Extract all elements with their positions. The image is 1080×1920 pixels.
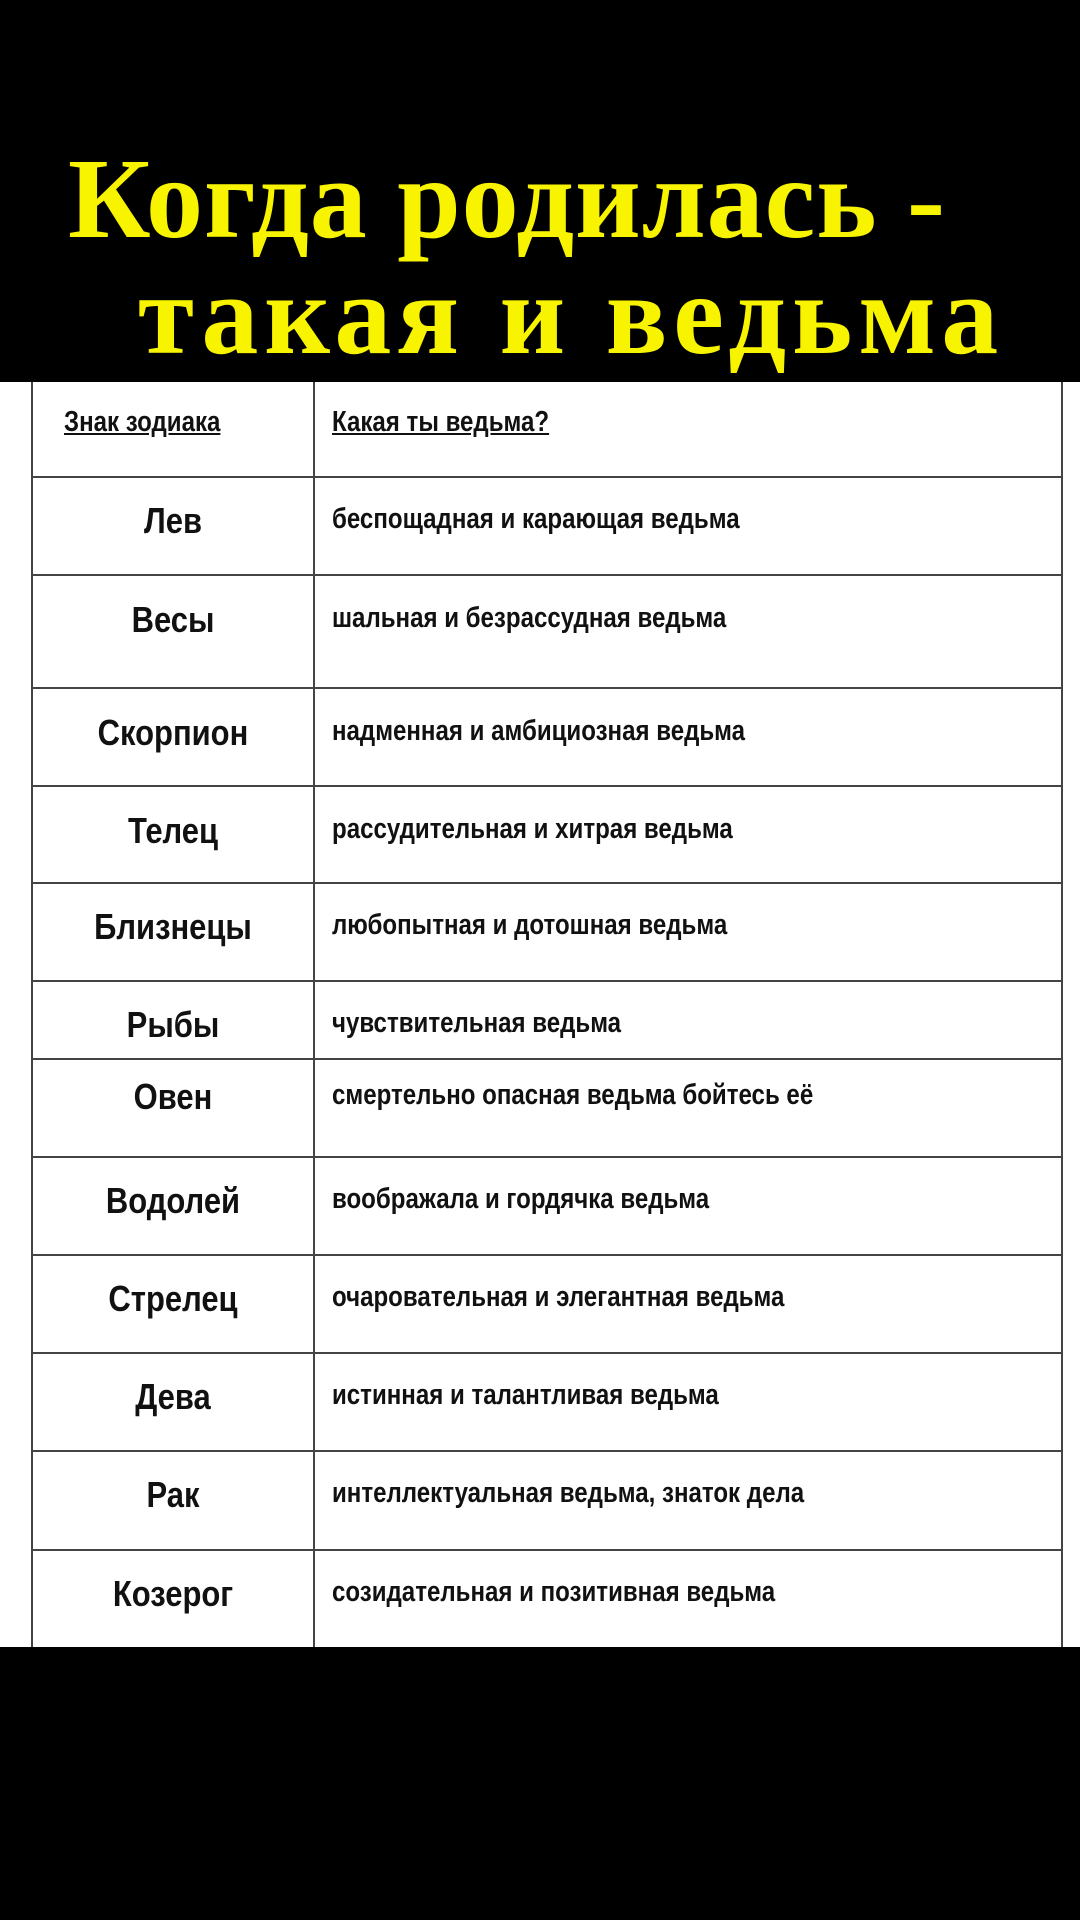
zodiac-sign-cell: Рак [146, 1474, 200, 1515]
witch-description-cell: воображала и гордячка ведьма [332, 1183, 710, 1215]
witch-description-cell: рассудительная и хитрая ведьма [332, 813, 733, 845]
zodiac-sign-cell: Лев [144, 500, 202, 541]
zodiac-sign-cell: Рыбы [126, 1004, 220, 1045]
table-row-divider [31, 882, 1063, 884]
title-line-1: Когда родилась - [68, 135, 947, 262]
zodiac-sign-cell: Скорпион [97, 712, 249, 753]
table-row-divider [31, 785, 1063, 787]
witch-description-cell: чувствительная ведьма [332, 1007, 622, 1039]
witch-description-cell: смертельно опасная ведьма бойтесь её [332, 1079, 814, 1111]
zodiac-sign-cell: Козерог [112, 1573, 234, 1614]
zodiac-sign-cell: Телец [127, 810, 219, 851]
bottom-band [0, 1647, 1080, 1920]
header-zodiac-sign: Знак зодиака [64, 406, 221, 438]
witch-description-cell: созидательная и позитивная ведьма [332, 1576, 776, 1608]
title-line-2: такая и ведьма [138, 251, 1005, 378]
witch-description-cell: надменная и амбициозная ведьма [332, 715, 746, 747]
title-banner [0, 0, 1080, 382]
table-row-divider [31, 1352, 1063, 1354]
table-left-border [31, 382, 33, 1647]
table-row-divider [31, 1450, 1063, 1452]
table-row-divider [31, 980, 1063, 982]
zodiac-sign-cell: Близнецы [94, 906, 252, 947]
table-row-divider [31, 574, 1063, 576]
zodiac-sign-cell: Весы [131, 599, 215, 640]
witch-description-cell: очаровательная и элегантная ведьма [332, 1281, 785, 1313]
zodiac-sign-cell: Стрелец [108, 1278, 238, 1319]
table-column-divider [313, 382, 315, 1647]
table-row-divider [31, 1549, 1063, 1551]
table-row-divider [31, 687, 1063, 689]
zodiac-sign-cell: Овен [133, 1076, 213, 1117]
zodiac-sign-cell: Водолей [105, 1180, 241, 1221]
table-row-divider [31, 1156, 1063, 1158]
table-row-divider [31, 1058, 1063, 1060]
table-right-border [1061, 382, 1063, 1647]
header-witch-type: Какая ты ведьма? [332, 406, 550, 438]
witch-description-cell: любопытная и дотошная ведьма [332, 909, 728, 941]
witch-description-cell: беспощадная и карающая ведьма [332, 503, 740, 535]
witch-description-cell: шальная и безрассудная ведьма [332, 602, 727, 634]
witch-description-cell: истинная и талантливая ведьма [332, 1379, 719, 1411]
zodiac-table [0, 382, 1080, 1647]
table-row-divider [31, 476, 1063, 478]
zodiac-sign-cell: Дева [135, 1376, 211, 1417]
witch-description-cell: интеллектуальная ведьма, знаток дела [332, 1477, 805, 1509]
table-row-divider [31, 1254, 1063, 1256]
